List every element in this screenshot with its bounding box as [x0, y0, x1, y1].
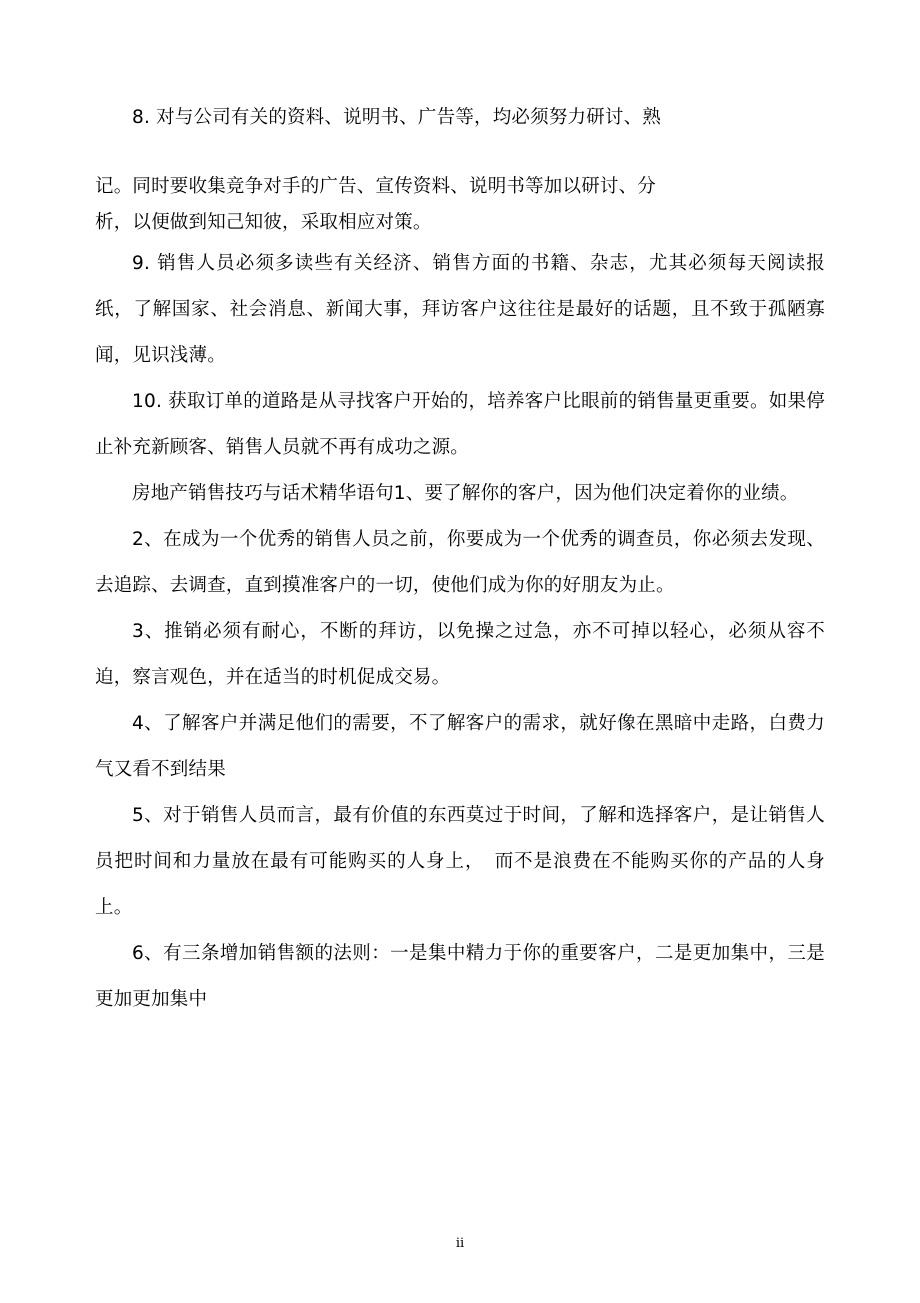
paragraph-8-line1: 8. 对与公司有关的资料、说明书、广告等，均必须努力研讨、熟	[132, 107, 662, 128]
document-body	[95, 95, 825, 1023]
page-number: ii	[455, 1236, 465, 1251]
paragraph-spacer	[95, 141, 825, 169]
paragraph-14: 4、了解客户并满足他们的需要，不了解客户的需求，就好像在黑暗中走路，白费力气又看不到结果	[95, 713, 825, 780]
paragraph-16: 6、有三条增加销售额的法则：一是集中精力于你的重要客户，二是更加集中，三是更加更加集中	[95, 943, 825, 1010]
paragraph-8-line3: 析，以便做到知己知彼，采取相应对策。	[95, 212, 432, 233]
paragraph-15: 5、对于销售人员而言，最有价值的东西莫过于时间，了解和选择客户，是让销售人员把时间和力量放在最有可能购买的人身上， 而不是浪费在不能购买你的产品的人身上。	[95, 805, 825, 918]
paragraph-10: 10. 获取订单的道路是从寻找客户开始的，培养客户比眼前的销售量更重要。如果停止补充新顾客、销售人员就不再有成功之源。	[95, 391, 825, 458]
paragraph-11-intro: 房地产销售技巧与话术精华语句1、要了解你的客户，因为他们决定着你的业绩。	[132, 483, 799, 504]
paragraph-12: 2、在成为一个优秀的销售人员之前，你要成为一个优秀的调查员，你必须去发现、去追踪、去调查，直到摸准客户的一切，使他们成为你的好朋友为止。	[95, 529, 825, 596]
paragraph-13: 3、推销必须有耐心，不断的拜访，以免操之过急，亦不可掉以轻心，必须从容不迫，察言观色，并在适当的时机促成交易。	[95, 621, 825, 688]
paragraph-9: 9. 销售人员必须多读些有关经济、销售方面的书籍、杂志，尤其必须每天阅读报纸，了解国家、社会消息、新闻大事，拜访客户这往往是最好的话题，且不致于孤陋寡闻，见识浅薄。	[95, 253, 825, 366]
paragraph-8-line2: 记。同时要收集竞争对手的广告、宣传资料、说明书等加以研讨、分	[95, 176, 657, 197]
